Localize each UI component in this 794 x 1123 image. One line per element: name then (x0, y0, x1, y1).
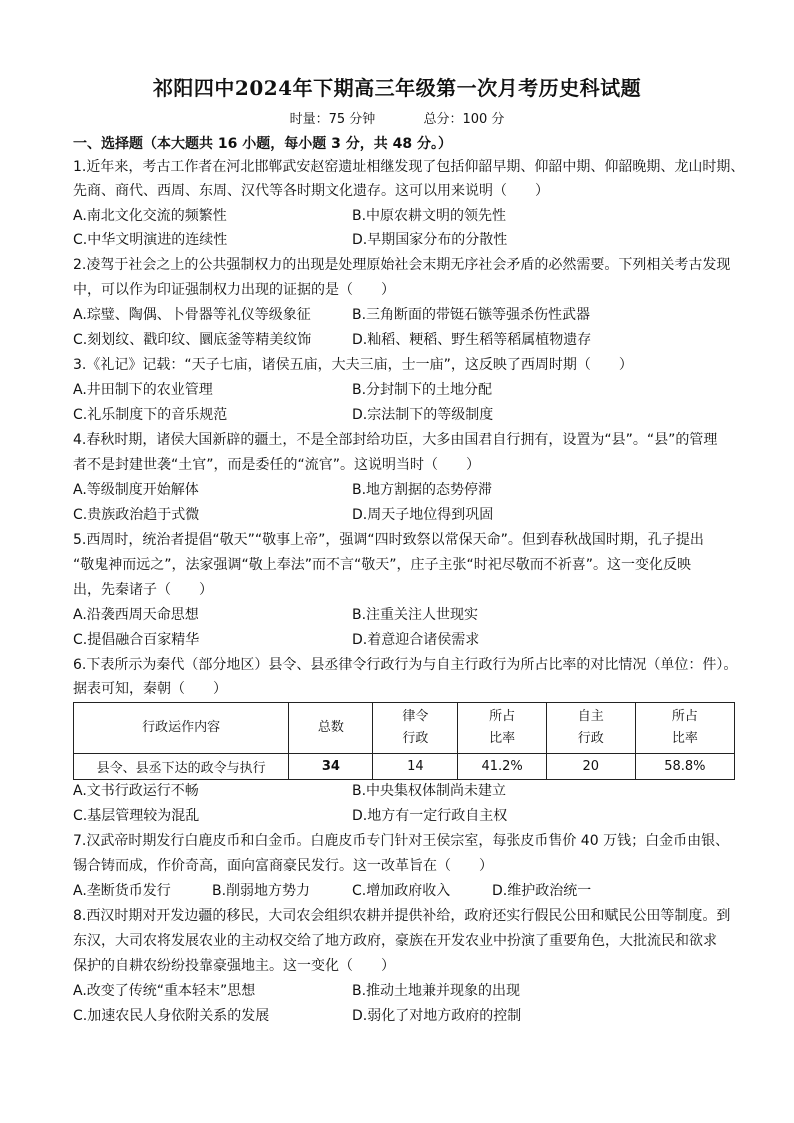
question-3-line-1: 3.《礼记》记载：“天子七庙，诸侯五庙，大夫三庙，士一庙”，这反映了西周时期（ ） (73, 357, 633, 373)
table-header-cell: 总数 (289, 703, 373, 754)
question-1-option-b: B.中原农耕文明的领先性 (352, 208, 507, 224)
question-2-option-b: B.三角断面的带铤石镞等强杀伤性武器 (352, 307, 591, 323)
question-8-option-c: C.加速农民人身依附关系的发展 (73, 1008, 270, 1024)
table-cell: 41.2% (458, 754, 546, 780)
question-6-option-a: A.文书行政运行不畅 (73, 783, 199, 799)
exam-time: 时量：75 分钟 (289, 112, 376, 127)
table-cell: 县令、县丞下达的政令与执行 (74, 754, 289, 780)
question-5-option-c: C.提倡融合百家精华 (73, 632, 200, 648)
exam-title: 祁阳四中2024年下期高三年级第一次月考历史科试题 (152, 76, 642, 100)
question-5-option-b: B.注重关注人世现实 (352, 607, 479, 623)
table-row (74, 754, 735, 780)
question-7-line-2: 锡合铸而成，作价奇高，面向富商豪民发行。这一改革旨在（ ） (73, 858, 493, 874)
question-7-line-1: 7.汉武帝时期发行白鹿皮币和白金币。白鹿皮币专门针对王侯宗室，每张皮币售价 40 万钱；白金币由银、 (73, 833, 730, 849)
question-5-line-2: “敬鬼神而远之”，法家强调“敬上奉法”而不言“敬天”，庄子主张“时祀尽敬而不祈喜”。这一变化反映 (73, 557, 692, 573)
question-8-line-3: 保护的自耕农纷纷投靠豪强地主。这一变化（ ） (73, 958, 395, 974)
question-7-option-b: B.削弱地方势力 (212, 883, 311, 899)
question-1-line-2: 先商、商代、西周、东周、汉代等各时期文化遗存。这可以用来说明（ ） (73, 183, 549, 199)
exam-total-score: 总分：100 分 (423, 112, 505, 127)
question-3-option-a: A.井田制下的农业管理 (73, 382, 213, 398)
table-header-row (74, 703, 735, 754)
question-1-line-1: 1.近年来，考古工作者在河北邯郸武安赵窑遗址相继发现了包括仰韶早期、仰韶中期、仰韶晚期、龙山时期、 (73, 159, 745, 175)
table-cell: 58.8% (635, 754, 734, 780)
question-5-line-3: 出，先秦诸子（ ） (73, 582, 213, 598)
question-7-option-c: C.增加政府收入 (352, 883, 451, 899)
question-1-option-c: C.中华文明演进的连续性 (73, 232, 228, 248)
question-6-option-b: B.中央集权体制尚未建立 (352, 783, 507, 799)
question-4-line-1: 4.春秋时期，诸侯大国新辟的疆土，不是全部封给功臣，大多由国君自行拥有，设置为“县”。“县”的管理 (73, 432, 718, 448)
section-heading: 一、选择题（本大题共 16 小题，每小题 3 分，共 48 分。） (73, 136, 452, 152)
question-4-option-a: A.等级制度开始解体 (73, 482, 199, 498)
question-8-option-b: B.推动土地兼并现象的出现 (352, 983, 521, 999)
question-7-option-a: A.垄断货币发行 (73, 883, 171, 899)
question-4-option-c: C.贵族政治趋于式微 (73, 507, 200, 523)
table-cell: 20 (546, 754, 635, 780)
question-3-option-d: D.宗法制下的等级制度 (352, 407, 494, 423)
table-header-cell: 自主 行政 (546, 703, 635, 754)
question-2-line-2: 中，可以作为印证强制权力出现的证据的是（ ） (73, 282, 395, 298)
question-1-option-d: D.早期国家分布的分散性 (352, 232, 508, 248)
table-header-cell: 所占 比率 (635, 703, 734, 754)
question-5-line-1: 5.西周时，统治者提倡“敬天”“敬事上帝”，强调“四时致祭以常保天命”。但到春秋战国时期，孔子提出 (73, 532, 704, 548)
exam-meta (0, 108, 794, 127)
table-header-cell: 律令 行政 (373, 703, 458, 754)
question-8-line-2: 东汉，大司农将发展农业的主动权交给了地方政府，豪族在开发农业中扮演了重要角色，大批流民和欲求 (73, 933, 717, 949)
question-4-option-d: D.周天子地位得到巩固 (352, 507, 494, 523)
question-2-line-1: 2.凌驾于社会之上的公共强制权力的出现是处理原始社会末期无序社会矛盾的必然需要。下列相关考古发现 (73, 257, 731, 273)
question-6-line-2: 据表可知，秦朝（ ） (73, 681, 227, 697)
table-header-cell: 所占 比率 (458, 703, 546, 754)
question-6-option-d: D.地方有一定行政自主权 (352, 808, 508, 824)
question-3-option-b: B.分封制下的土地分配 (352, 382, 493, 398)
table-cell: 34 (289, 754, 373, 780)
question-4-option-b: B.地方割据的态势停滞 (352, 482, 493, 498)
question-6-line-1: 6.下表所示为秦代（部分地区）县令、县丞律令行政行为与自主行政行为所占比率的对比情况（单位：件）。 (73, 657, 738, 673)
question-6-option-c: C.基层管理较为混乱 (73, 808, 200, 824)
question-3-option-c: C.礼乐制度下的音乐规范 (73, 407, 228, 423)
question-7-option-d: D.维护政治统一 (492, 883, 592, 899)
question-5-option-d: D.着意迎合诸侯需求 (352, 632, 480, 648)
question-8-option-d: D.弱化了对地方政府的控制 (352, 1008, 522, 1024)
question-2-option-a: A.琮璧、陶偶、卜骨器等礼仪等级象征 (73, 307, 311, 323)
question-2-option-d: D.籼稻、粳稻、野生稻等稻属植物遗存 (352, 332, 592, 348)
question-5-option-a: A.沿袭西周天命思想 (73, 607, 199, 623)
question-2-option-c: C.刻划纹、戳印纹、圜底釜等精美纹饰 (73, 332, 312, 348)
question-8-line-1: 8.西汉时期对开发边疆的移民，大司农会组织农耕并提供补给，政府还实行假民公田和赋民公田等制度。到 (73, 908, 731, 924)
question-4-line-2: 者不是封建世袭“土官”，而是委任的“流官”。这说明当时（ ） (73, 457, 481, 473)
question-1-option-a: A.南北文化交流的频繁性 (73, 208, 227, 224)
question-8-option-a: A.改变了传统“重本轻末”思想 (73, 983, 256, 999)
question-6-table (73, 702, 735, 780)
table-cell: 14 (373, 754, 458, 780)
table-header-cell: 行政运作内容 (74, 703, 289, 754)
